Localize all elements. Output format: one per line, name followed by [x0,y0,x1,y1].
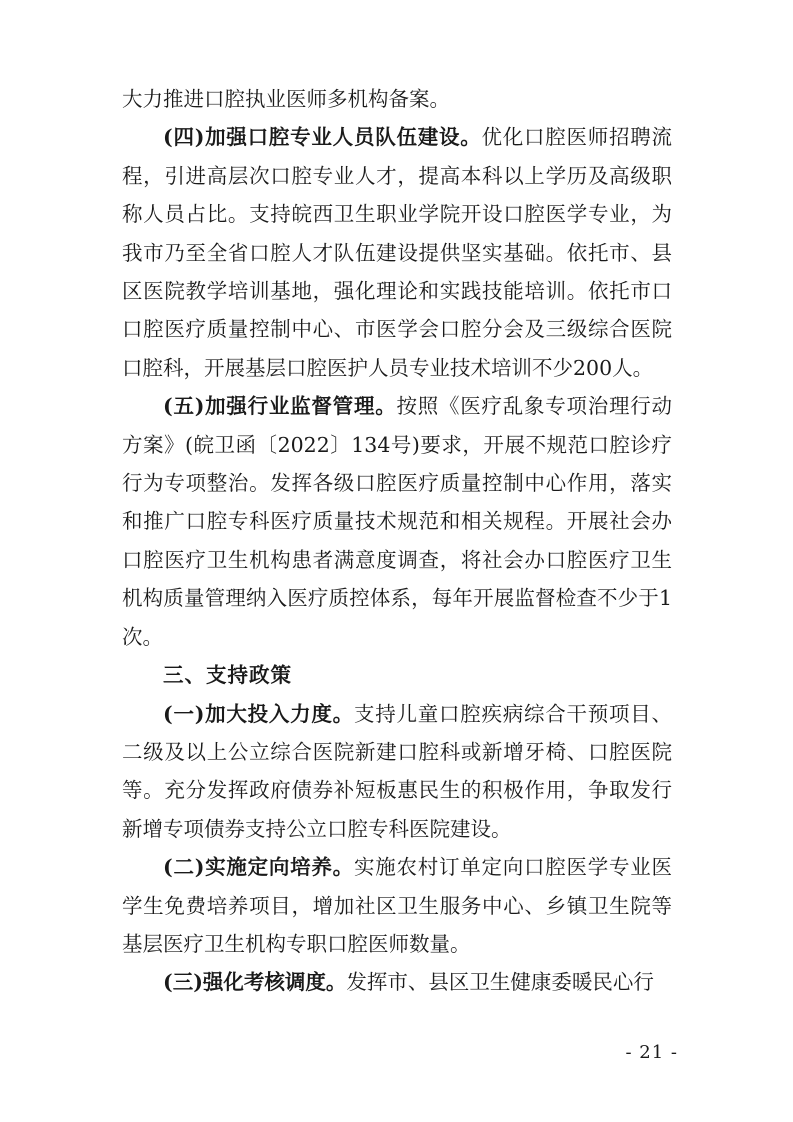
paragraph-lead: (三)强化考核调度。 [163,970,347,995]
paragraph-lead: (五)加强行业监督管理。 [163,394,397,419]
paragraph-lead: (四)加强口腔专业人员队伍建设。 [163,125,482,150]
page-number: - 21 - [625,1042,678,1063]
section-heading: 三、支持政策 [163,663,292,688]
paragraph-lead: (一)加大投入力度。 [163,701,354,726]
paragraph-text: 按照《医疗乱象专项治理行动方案》(皖卫函〔2022〕134号)要求，开展不规范口腔诊疗行为专项整治。发挥各级口腔医疗质量控制中心作用，落实和推广口腔专科医疗质量技术规范和相关规程。开展社会办口腔医疗卫生机构患者满意度调查，将社会办口腔医疗卫生机构质量管理纳入医疗质控体系，每年开展监督检查不少于1次。 [122,394,672,649]
document-body [122,80,672,1002]
paragraph-text: 大力推进口腔执业医师多机构备案。 [122,87,450,111]
paragraph-investment [122,695,672,849]
paragraph-targeted-training [122,848,672,963]
paragraph-lead: (二)实施定向培养。 [163,855,354,880]
paragraph-continuation [122,80,672,118]
paragraph-text: 优化口腔医师招聘流程，引进高层次口腔专业人才，提高本科以上学历及高级职称人员占比。支持皖西卫生职业学院开设口腔医学专业，为我市乃至全省口腔人才队伍建设提供坚实基础。依托市、县区医院教学培训基地，强化理论和实践技能培训。依托市口口腔医疗质量控制中心、市医学会口腔分会及三级综合医院口腔科，开展基层口腔医护人员专业技术培训不少200人。 [122,125,672,380]
paragraph-text: 发挥市、县区卫生健康委暖民心行 [346,970,654,995]
paragraph-text: 实施农村订单定向口腔医学专业医学生免费培养项目，增加社区卫生服务中心、乡镇卫生院等基层医疗卫生机构专职口腔医师数量。 [122,855,672,956]
paragraph-assessment [122,963,672,1001]
paragraph-personnel-team [122,118,672,387]
paragraph-text: 支持儿童口腔疾病综合干预项目、二级及以上公立综合医院新建口腔科或新增牙椅、口腔医院等。充分发挥政府债券补短板惠民生的积极作用，争取发行新增专项债券支持公立口腔专科医院建设。 [122,701,672,841]
paragraph-supervision [122,387,672,656]
